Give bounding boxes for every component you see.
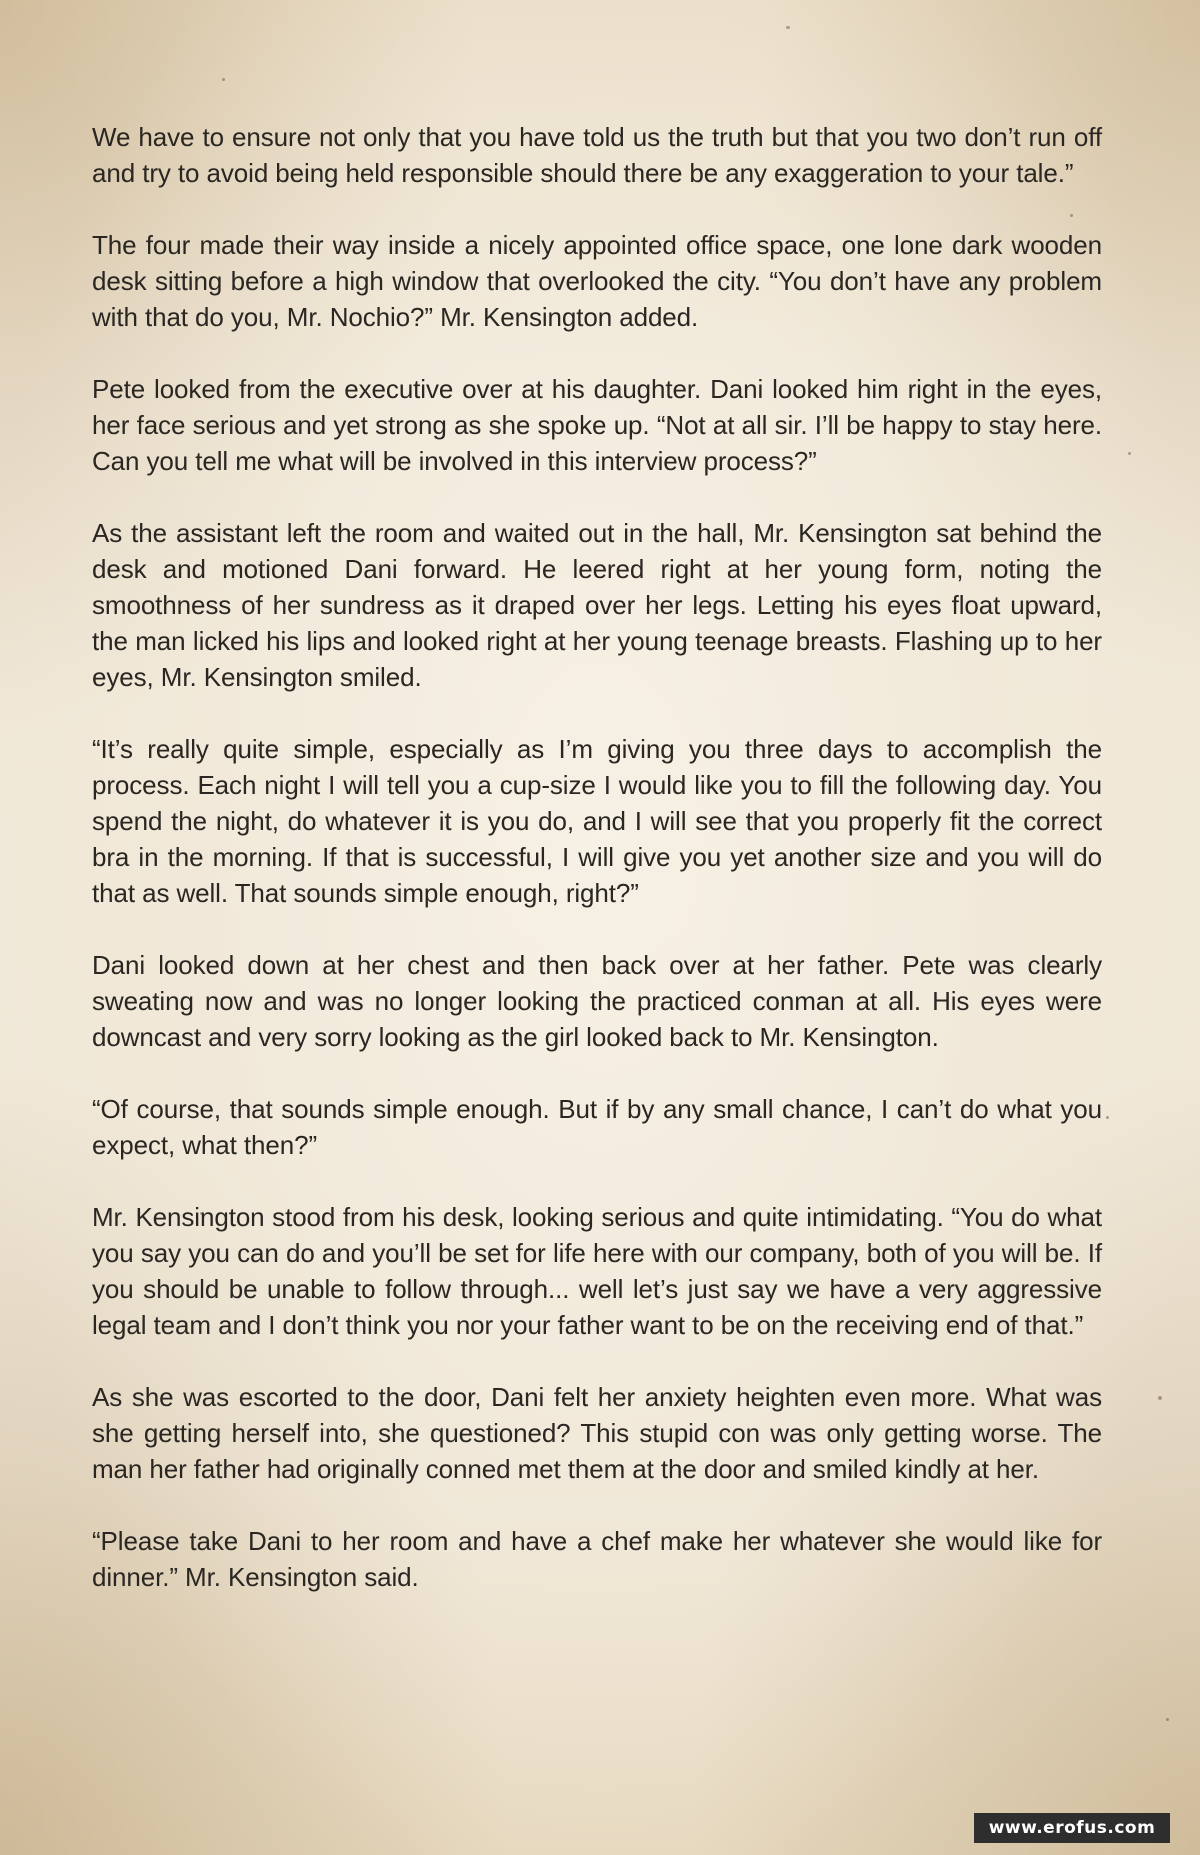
- story-text: [92, 119, 1102, 1631]
- paper-speck: [222, 78, 225, 81]
- story-paragraph: “It’s really quite simple, especially as I’m giving you three days to accomplish the process. Each night I will tell you a cup-size I would like you to fill the following day. You spend the night, do whatever it is you do, and I will see that you properly fit the correct bra in the morning. If that is successful, I will give you yet another size and you will do that as well. That sounds simple enough, right?”: [92, 734, 1102, 908]
- story-paragraph: As she was escorted to the door, Dani felt her anxiety heighten even more. What was she getting herself into, she questioned? This stupid con was only getting worse. The man her father had originally conned met them at the door and smiled kindly at her.: [92, 1382, 1102, 1484]
- paper-speck: [1166, 1718, 1169, 1721]
- paper-speck: [1128, 452, 1131, 455]
- story-paragraph: “Of course, that sounds simple enough. But if by any small chance, I can’t do what you expect, what then?”: [92, 1094, 1102, 1160]
- story-paragraph: Dani looked down at her chest and then back over at her father. Pete was clearly sweating now and was no longer looking the practiced conman at all. His eyes were downcast and very sorry looking as the girl looked back to Mr. Kensington.: [92, 950, 1102, 1052]
- story-paragraph: Mr. Kensington stood from his desk, looking serious and quite intimidating. “You do what you say you can do and you’ll be set for life here with our company, both of you will be. If you should be unable to follow through... well let’s just say we have a very aggressive legal team and I don’t think you nor your father want to be on the receiving end of that.”: [92, 1202, 1102, 1340]
- paper-speck: [786, 26, 790, 29]
- story-paragraph: As the assistant left the room and waited out in the hall, Mr. Kensington sat behind the desk and motioned Dani forward. He leered right at her young form, noting the smoothness of her sundress as it draped over her legs. Letting his eyes float upward, the man licked his lips and looked right at her young teenage breasts. Flashing up to her eyes, Mr. Kensington smiled.: [92, 518, 1102, 692]
- paper-speck: [1106, 1116, 1109, 1119]
- story-paragraph: Pete looked from the executive over at his daughter. Dani looked him right in the eyes, her face serious and yet strong as she spoke up. “Not at all sir. I’ll be happy to stay here. Can you tell me what will be involved in this interview process?”: [92, 374, 1102, 476]
- site-watermark: www.erofus.com: [974, 1813, 1170, 1843]
- story-paragraph: We have to ensure not only that you have told us the truth but that you two don’t run off and try to avoid being held responsible should there be any exaggeration to your tale.”: [92, 122, 1102, 188]
- story-paragraph: “Please take Dani to her room and have a chef make her whatever she would like for dinner.” Mr. Kensington said.: [92, 1526, 1102, 1592]
- story-paragraph: The four made their way inside a nicely appointed office space, one lone dark wooden desk sitting before a high window that overlooked the city. “You don’t have any problem with that do you, Mr. Nochio?” Mr. Kensington added.: [92, 230, 1102, 332]
- paper-speck: [1158, 1396, 1162, 1400]
